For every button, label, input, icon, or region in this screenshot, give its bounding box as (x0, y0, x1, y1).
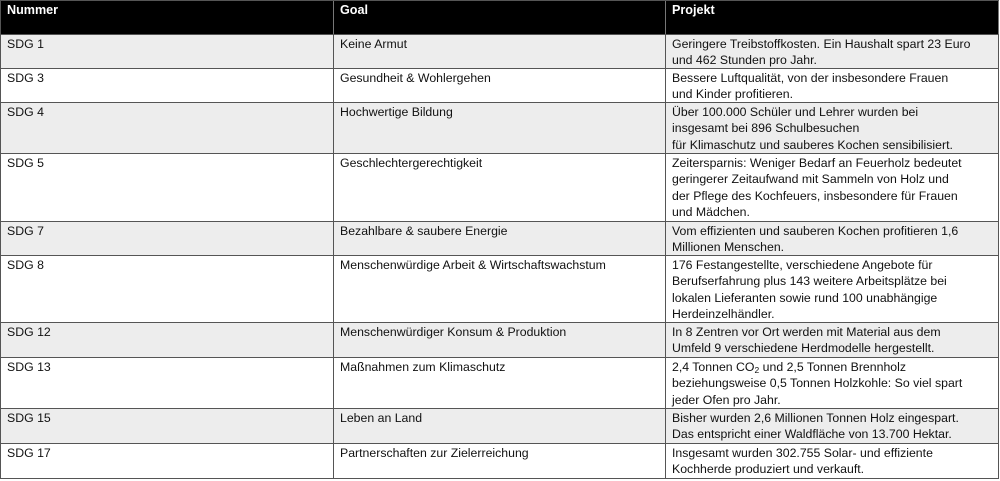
cell-projekt (666, 35, 999, 68)
projekt-line: der Pflege des Kochfeuers, insbesondere für Frauen (672, 188, 958, 203)
table-row (1, 256, 999, 323)
cell-goal: Geschlechtergerechtigkeit (334, 154, 666, 221)
table-row (1, 409, 999, 444)
cell-nummer: SDG 1 (1, 35, 334, 68)
table-header-row (1, 1, 999, 35)
projekt-line-co2 (672, 359, 992, 375)
projekt-line: 176 Festangestellte, verschiedene Angebote für (672, 258, 933, 272)
projekt-line: beziehungsweise 0,5 Tonnen Holzkohle: So viel spart (672, 376, 963, 391)
projekt-line: jeder Ofen pro Jahr. (672, 392, 781, 407)
co2-subscript: 2 (754, 365, 760, 375)
cell-projekt (666, 256, 999, 322)
projekt-line: Über 100.000 Schüler und Lehrer wurden bei (672, 105, 919, 119)
cell-nummer: SDG 5 (1, 154, 334, 221)
projekt-co2-prefix: 2,4 Tonnen CO (672, 360, 755, 374)
cell-goal: Menschenwürdige Arbeit & Wirtschaftswachstum (334, 256, 666, 322)
cell-nummer: SDG 3 (1, 69, 334, 102)
cell-nummer: SDG 12 (1, 323, 334, 357)
projekt-line: geringerer Zeitaufwand mit Sammeln von Holz und (672, 172, 949, 187)
projekt-line: Bessere Luftqualität, von der insbesondere Frauen (672, 71, 949, 85)
cell-projekt (666, 103, 999, 153)
cell-goal: Menschenwürdiger Konsum & Produktion (334, 323, 666, 357)
cell-projekt (666, 358, 999, 408)
header-nummer: Nummer (1, 1, 334, 34)
projekt-line: und 462 Stunden pro Jahr. (672, 53, 817, 68)
cell-nummer: SDG 4 (1, 103, 334, 153)
cell-nummer: SDG 17 (1, 444, 334, 478)
table-row (1, 323, 999, 358)
projekt-line: Vom effizienten und sauberen Kochen profitieren 1,6 (672, 224, 959, 238)
projekt-line: Das entspricht einer Waldfläche von 13.700 Hektar. (672, 427, 952, 442)
table-row (1, 103, 999, 154)
projekt-line: insgesamt bei 896 Schulbesuchen (672, 121, 860, 136)
cell-goal: Maßnahmen zum Klimaschutz (334, 358, 666, 408)
cell-projekt (666, 323, 999, 357)
cell-projekt (666, 409, 999, 443)
projekt-line: Bisher wurden 2,6 Millionen Tonnen Holz eingespart. (672, 411, 959, 425)
cell-projekt (666, 444, 999, 478)
projekt-line: Kochherde produziert und verkauft. (672, 462, 865, 477)
table-row (1, 444, 999, 479)
projekt-line: Geringere Treibstoffkosten. Ein Haushalt spart 23 Euro (672, 37, 971, 51)
projekt-line: lokalen Lieferanten sowie rund 100 unabhängige (672, 290, 938, 305)
projekt-line: Herdeinzelhändler. (672, 306, 775, 321)
cell-projekt (666, 154, 999, 221)
projekt-line: Insgesamt wurden 302.755 Solar- und effiziente (672, 446, 933, 460)
cell-goal: Keine Armut (334, 35, 666, 68)
table-row (1, 69, 999, 103)
table-row (1, 358, 999, 409)
projekt-line: Zeitersparnis: Weniger Bedarf an Feuerholz bedeutet (672, 156, 962, 170)
cell-nummer: SDG 7 (1, 222, 334, 255)
header-goal: Goal (334, 1, 666, 34)
cell-nummer: SDG 15 (1, 409, 334, 443)
cell-goal: Bezahlbare & saubere Energie (334, 222, 666, 255)
table-row (1, 154, 999, 222)
cell-nummer: SDG 8 (1, 256, 334, 322)
header-projekt: Projekt (666, 1, 999, 34)
cell-goal: Partnerschaften zur Zielerreichung (334, 444, 666, 478)
projekt-line: Umfeld 9 verschiedene Herdmodelle hergestellt. (672, 341, 935, 356)
cell-nummer: SDG 13 (1, 358, 334, 408)
cell-goal: Gesundheit & Wohlergehen (334, 69, 666, 102)
cell-goal: Leben an Land (334, 409, 666, 443)
table-row (1, 35, 999, 69)
projekt-line: und Kinder profitieren. (672, 87, 793, 102)
projekt-line: Berufserfahrung plus 143 weitere Arbeitsplätze bei (672, 274, 947, 289)
cell-goal: Hochwertige Bildung (334, 103, 666, 153)
cell-projekt (666, 69, 999, 102)
projekt-line: und Mädchen. (672, 204, 750, 219)
projekt-line: Millionen Menschen. (672, 240, 785, 255)
projekt-line: für Klimaschutz und sauberes Kochen sensibilisiert. (672, 137, 953, 152)
table-row (1, 222, 999, 256)
projekt-co2-suffix: und 2,5 Tonnen Brennholz (759, 360, 907, 374)
projekt-line: In 8 Zentren vor Ort werden mit Material aus dem (672, 325, 941, 339)
cell-projekt (666, 222, 999, 255)
